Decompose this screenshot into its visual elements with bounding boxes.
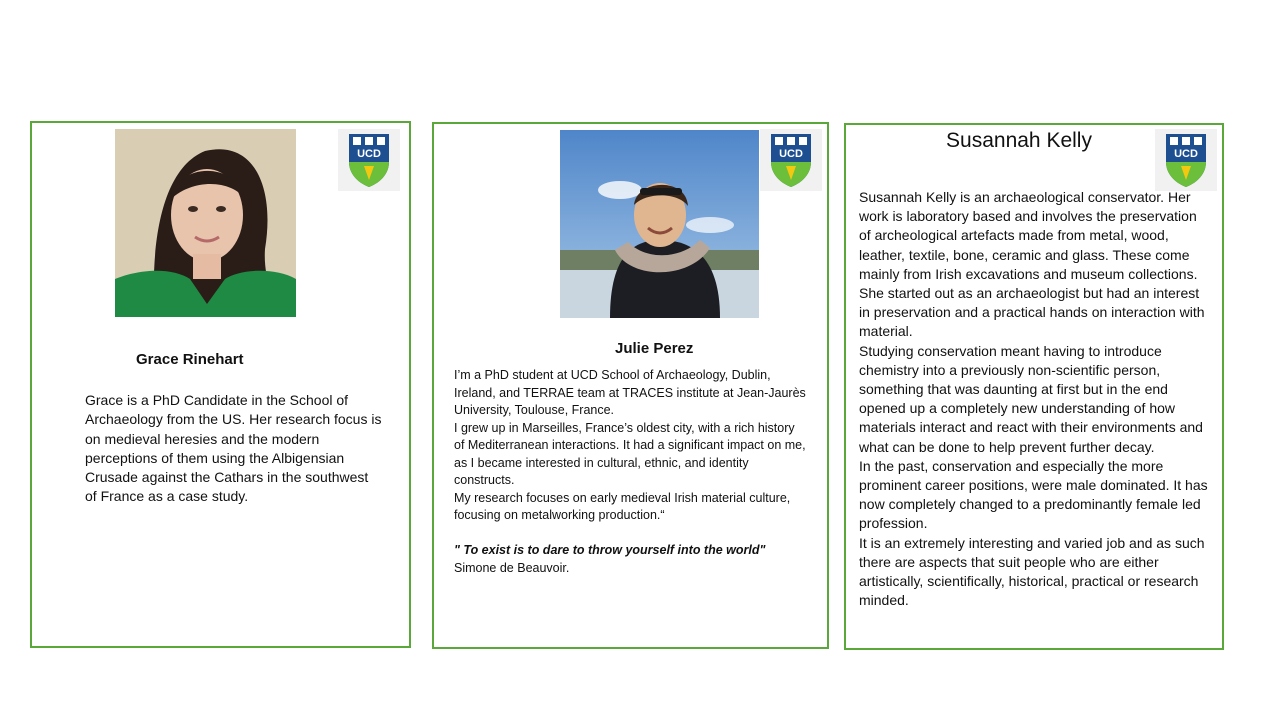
- bio-paragraph: My research focuses on early medieval Irish material culture, focusing on metalworking production.“: [454, 490, 791, 522]
- profile-card-susannah: [844, 123, 1224, 650]
- bio-paragraph: I’m a PhD student at UCD School of Archaeology, Dublin, Ireland, and TERRAE team at TRACES institute at Jean-Jaurès University, Toulouse, France.: [454, 368, 806, 417]
- profile-bio: [85, 391, 383, 507]
- ucd-logo: [760, 129, 822, 191]
- profile-card-grace: [30, 121, 411, 648]
- profile-bio: [859, 188, 1211, 610]
- svg-text:UCD: UCD: [1174, 148, 1198, 160]
- profile-bio: [454, 367, 806, 577]
- bio-paragraph: Susannah Kelly is an archaeological conservator. Her work is laboratory based and involves the preservation of archeological artefacts made from metal, wood, leather, textile, bone, ceramic and glass. These come mainly from Irish excavations and museum collections.: [859, 189, 1198, 282]
- bio-paragraph: In the past, conservation and especially the more prominent career positions, were male dominated. It has now completely changed to a predominantly female led profession.: [859, 457, 1208, 532]
- svg-text:UCD: UCD: [779, 148, 803, 160]
- profile-name: Julie Perez: [615, 340, 694, 357]
- profile-quote: " To exist is to dare to throw yourself into the world": [454, 543, 766, 557]
- julie-photo: [560, 130, 759, 318]
- quote-author: Simone de Beauvoir.: [454, 560, 570, 575]
- bio-paragraph: She started out as an archaeologist but had an interest in preservation and a practical hands on interaction with material.: [859, 285, 1205, 340]
- profile-card-julie: [432, 122, 829, 649]
- ucd-logo: [1155, 129, 1217, 191]
- ucd-logo: [338, 129, 400, 191]
- grace-photo: [115, 129, 296, 317]
- bio-paragraph: It is an extremely interesting and varied job and as such there are aspects that suit people who are either artistically, scientifically, historical, practical or research minded.: [859, 534, 1205, 609]
- svg-text:UCD: UCD: [357, 148, 381, 160]
- profile-name: Susannah Kelly: [946, 129, 1092, 152]
- bio-paragraph: Grace is a PhD Candidate in the School of Archaeology from the US. Her research focus is on medieval heresies and the modern perceptions of them using the Albigensian Crusade against the Cathars in the southwest of France as a case study.: [85, 392, 382, 505]
- bio-paragraph: Studying conservation meant having to introduce chemistry into a previously non-scientific person, something that was daunting at first but in the end opened up a completely new understanding of how materials interact and react with their environments and what can be done to help prevent further decay.: [859, 342, 1203, 455]
- profile-name: Grace Rinehart: [136, 351, 244, 368]
- bio-paragraph: I grew up in Marseilles, France’s oldest city, with a rich history of Mediterranean interactions. It had a significant impact on me, as I became interested in cultural, ethnic, and identity constructs.: [454, 420, 806, 487]
